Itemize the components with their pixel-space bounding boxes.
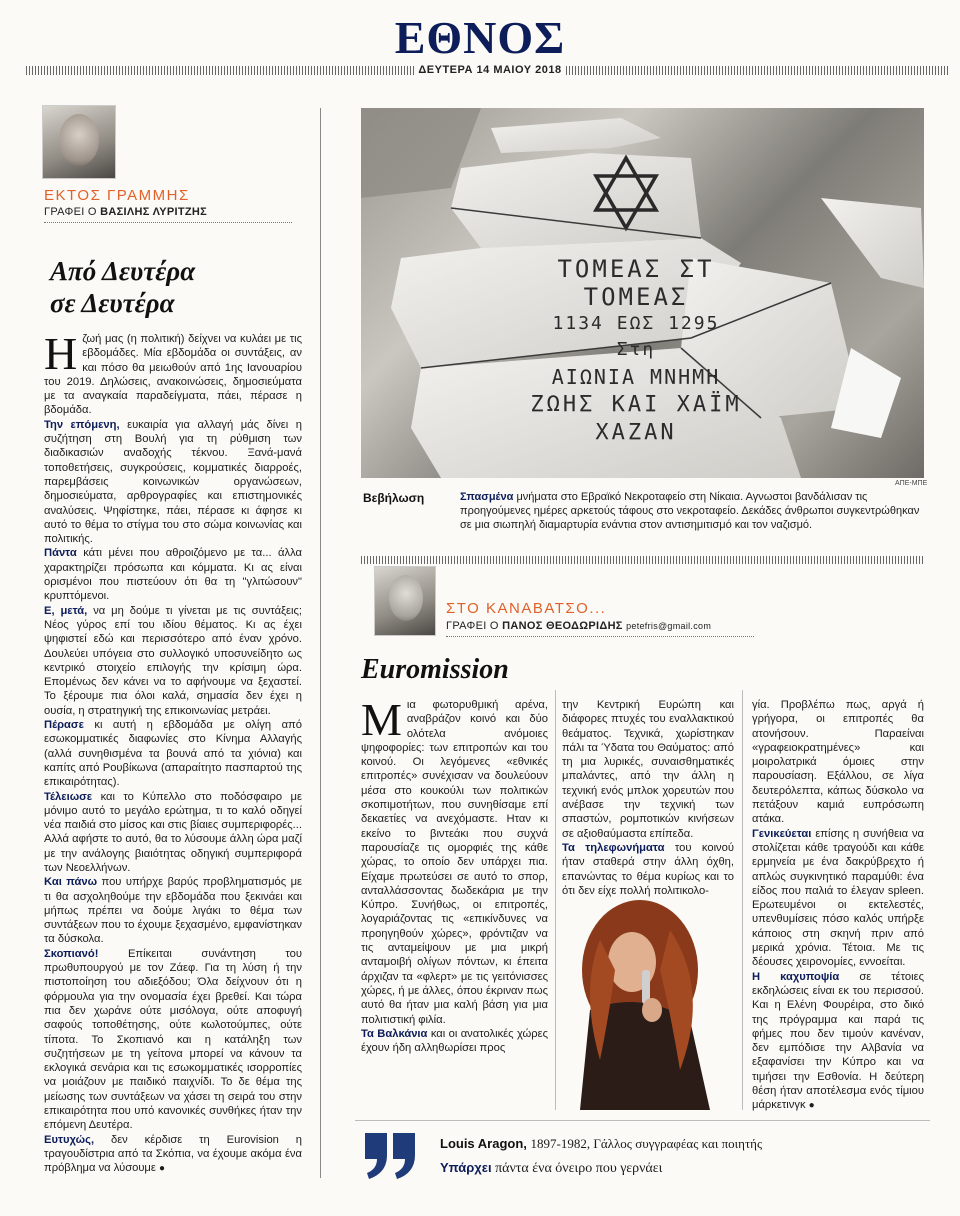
quote-rule — [355, 1120, 930, 1121]
paragraph-lead: Τα Βαλκάνια — [361, 1027, 428, 1040]
paragraph-text: δεν κέρδισε τη Eurovision η τραγουδίστρια από τα Σκόπια, να έχουμε ακόμα ένα πρόβλημα να λύσουμε — [44, 1133, 302, 1175]
quote-text: πάντα ένα όνειρο που γερνάει — [495, 1161, 663, 1176]
end-mark-icon: ● — [808, 1100, 815, 1112]
author-name-2: ΠΑΝΟΣ ΘΕΟΔΩΡΙΔΗΣ — [502, 620, 623, 632]
paragraph-lead: Και πάνω — [44, 876, 98, 889]
photo-caption — [460, 490, 922, 532]
paragraph — [44, 1133, 302, 1177]
byline-prefix-2: ΓΡΑΦΕΙ Ο — [446, 620, 499, 632]
paragraph — [44, 875, 302, 946]
paragraph — [752, 970, 924, 1114]
inscription-line-5: ΑΙΩΝΙΑ ΜΝΗΜΗ — [551, 365, 721, 389]
paragraph — [44, 947, 302, 1133]
quote-lead: Υπάρχει — [440, 1160, 492, 1175]
caption-lead: Σπασμένα — [460, 491, 514, 503]
paragraph-lead: Πέρασε — [44, 719, 84, 732]
column-divider — [320, 108, 321, 1178]
end-mark-icon: ● — [158, 1163, 166, 1175]
paragraph-text: ευκαιρία για αλλαγή μάς δίνει η συζήτηση στη Βουλή για τη ρύθμιση των διαδικασιών αναδοχής τέκνου. Ξανά-μανά τοποθετήσεις, συγκρούσεις, κομματικές διαρροές, παρεμβάσεις κοινωνικών οργανώσεων, δημοσιεύματα, αρθρογραφίες και επιστημονικές αναλύσεις. Ψηφίστηκε, πάει, πέρασε κι άφησε κι αυτό το θέμα το στίγμα του στο σώμα κοινωνίας και πολιτικής. — [44, 418, 302, 546]
headline-line2: σε Δευτέρα — [50, 288, 175, 318]
paragraph-lead: Ε, μετά, — [44, 604, 88, 617]
paragraph — [44, 418, 302, 547]
author-name: ΒΑΣΙΛΗΣ ΛΥΡΙΤΖΗΣ — [100, 206, 208, 218]
column-kicker-2: ΣΤΟ ΚΑΝΑΒΑΤΣΟ... — [446, 600, 607, 617]
paragraph — [562, 698, 734, 841]
masthead-rule-right — [566, 66, 948, 75]
headline-line1: Από Δευτέρα — [50, 256, 196, 286]
paragraph-lead: Τέλειωσε — [44, 790, 93, 803]
column-divider-2 — [555, 690, 556, 1110]
masthead-logo: ΕΘΝΟΣ — [394, 12, 566, 63]
inscription-line-3: 1134 ΕΩΣ 1295 — [552, 313, 720, 334]
article-column-1 — [361, 698, 548, 1108]
article-body — [44, 332, 302, 1182]
article-headline — [50, 255, 195, 319]
photo-credit: ΑΠΕ-ΜΠΕ — [895, 480, 928, 487]
singer-photo — [570, 900, 730, 1110]
inscription-line-7: ΧΑΖΑΝ — [595, 420, 677, 445]
author-email: petefris@gmail.com — [626, 621, 712, 631]
paragraph-text: ια φωτορυθμική αρένα, αναβράζον κοινό και δύο ολότελα ανόμοιες ψηφοφορίες: των επιτροπών και του κοινού. Οι λεγόμενες «εθνικές επιτροπές» συνέχισαν να δουλεύουν μέσα στο κουκούλι των πολιτικών σκοπιμοτήτων, που συνηθίσαμε επί δεκαετίες να ανεχόμαστε. Ηταν κι εκείνο το βιντεάκι που συχνά παρουσίαζε τις ομορφιές της κάθε χώρας, το οποίο δεν υπάρχει πια. Είχαμε πρωτεύσει σε αυτό το σπορ, ανταλλάσσοντας δωδεκάρια με την Κύπρο. Συνήθως, οι επιτροπές, λογαριάζοντας τις «επικίνδυνες να προηγηθούν χώρες», φρόντιζαν να τις ανταμείψουν με μια μικρή ανταμοιβή ολίγων πόντων, κι έπειτα άρχιζαν τα «φλερτ» με τις γειτόνισσες χώρες, ή με άλλες, όπου έκριναν πως αυτό θα ήταν μια καλή βάση για μια πολιτιστική φιλία. — [361, 699, 548, 1026]
paragraph-text: κάτι μένει που αθροιζόμενο με τα... άλλα χαρακτηρίζει πρόσωπα και κόμματα. Κι ας είναι ορισμένοι που πιστεύουν ότι θα τη "γλιτώσουν" κρυπτόμενοι. — [44, 547, 302, 603]
paragraph-text: και το Κύπελλο στο ποδόσφαιρο με μόνιμο αυτό το μεγάλο ερώτημα, τι το καλό οδηγεί νέα παιδιά στο μίσος και στις βίαιες συμπεριφορές... Αλλά αφήστε το αυτό, θα το λύσουμε άλλη ώρα μαζί με την ανάλογης βιαιότητας οδηγική συμπεριφορά των Νεοελλήνων. — [44, 790, 302, 874]
section-rule — [361, 556, 924, 564]
paragraph-lead: Η καχυποψία — [752, 970, 840, 983]
article-column-2 — [562, 698, 734, 898]
paragraph-text: που υπήρχε βαρύς προβληματισμός με τι θα ασχοληθούμε την εβδομάδα που ξεκινάει και μήπως πρέπει να δούμε λιγάκι το θέμα των συντάξεων που το έχουμε ξεχασμένο, εμφανίστηκαν τα δύσκολα. — [44, 876, 302, 946]
paragraph — [752, 827, 924, 970]
author-photo-theodoridis — [374, 566, 436, 636]
paragraph-text: σε τέτοιες εκδηλώσεις είναι εκ του περισσού. Και η Ελένη Φουρέιρα, στο δικό της πρόγραμμα και παρά τις φήμες που δεν τιμούν κανέναν, δεν εμπόδισε την Αλβανία να εξαφανίσει την Κύπρο και να τιμήσει την Εσθονία. Η δεύτερη θέση ήταν αποτέλεσμα ενός τίμιου μάρκετινγκ — [752, 970, 924, 1112]
paragraph-text: επίσης η συνήθεια να στολίζεται κάθε τραγούδι και κάθε ερμηνεία με ένα δακρύβρεχτο ή απλώς συγκινητικό παραμύθι: ένα είδος που παλιά το έλεγαν spleen. Ερωτευμένοι οι εκτελεστές, υπενθυμίσεις πόσο καλός υπήρξε κάποιος στη σκηνή πριν από μερικά χρόνια. Τέτοια. Με τις δέουσες χειρονομίες, εννοείται. — [752, 827, 924, 969]
byline-lyritzis — [44, 205, 292, 223]
paragraph-text: κι αυτή η εβδομάδα με ολίγη από εσωκομματικές διαφωνίες στο Κίνημα Αλλαγής (αλλά συνηθισμένα τα βουνά από τα χιόνια) και καπίτς από Ρουβίκωνα (απαραίτητο πασπαρτού της επικαιρότητας). — [44, 719, 302, 789]
euromission-headline: Euromission — [361, 654, 509, 685]
paragraph-text: Επίκειται συνάντηση του πρωθυπουργού με τον Ζάεφ. Για τη λύση ή την πιστοποίηση του αδιεξόδου; Όλα δείχνουν ότι η φόρμουλα για την ονομασία έχει βρεθεί. Και τώρα πια δεν χωράνε ούτε μισόλογα, ούτε αποφυγή σαφούς τοποθέτησης, ούτε κωλοτούμπες, ούτε τίποτα. Το Σκοπιανό και η κατάληξη των συζητήσεων με τη γείτονα μπορεί να κάνουν τα εκλογικά σενάρια και τις εσωκομματικές ισορροπίες να μοιάζουν με παιδικό παιχνίδι. Το δε θέμα της μείωσης των συντάξεων να χάσει τη σειρά του στην επικαιρότητα που υπό κανονικές συνθήκες ήταν την επόμενη Δευτέρα. — [44, 947, 302, 1132]
inscription-line-1: ΤΟΜΕΑΣ ΣΤ — [557, 255, 715, 283]
column-kicker: ΕΚΤΟΣ ΓΡΑΜΜΗΣ — [44, 187, 190, 204]
quote-mark-icon — [361, 1127, 419, 1183]
quote-text-line — [440, 1160, 662, 1177]
inscription-line-6: ΖΩΗΣ ΚΑΙ ΧΑΪΜ — [530, 392, 742, 417]
paragraph — [44, 790, 302, 876]
byline-theodoridis — [446, 619, 754, 637]
paragraph-lead: Ευτυχώς, — [44, 1133, 95, 1146]
paragraph — [361, 698, 548, 1027]
paragraph — [562, 841, 734, 898]
paragraph-text: να μη δούμε τι γίνεται με τις συντάξεις; Νέος γύρος επί του ιδίου θέματος. Κι ας έχει ψηφιστεί εδώ και περισσότερο από έναν χρόνο. Δουλεύει υπόγεια στο συλλογικό υποσυνείδητο ως κεντρικό στοιχείο επιλογής την κρίσιμη ώρα. Επομένως δεν κάνει να το αφήνουμε να ξεχαστεί. Το ξέρουμε πια όλοι καλά, σημασία δεν έχει η ουσία, η στρατηγική της επικοινωνίας μετράει. — [44, 604, 302, 717]
quote-attribution — [440, 1136, 762, 1152]
cemetery-photo — [361, 108, 924, 478]
caption-text: μνήματα στο Εβραϊκό Νεκροταφείο στη Νίκαια. Αγνωστοι βανδάλισαν τις προηγούμενες ημέρες αρκετούς τάφους στο νεκροταφείο. Δεκάδες άνθρωποι συγκεντρώθηκαν σε μια σιωπηλή διαμαρτυρία ενάντια στον αντισημιτισμό και τον ναζισμό. — [460, 491, 920, 531]
singer-image — [570, 900, 730, 1110]
paragraph-text: την Κεντρική Ευρώπη και διάφορες πτυχές του εναλλακτικού θεάματος. Τεχνικά, χωρίστηκαν πάλι τα Ύδατα του Θαύματος: από τη μια λυρικές, συναισθηματικές μπαλάντες, από την άλλη η τεχνική ενός μπλοκ χορευτών που ανέβασε την τεχνική των σπαστών, ρομποτικών κινήσεων σε αξιοθαύμαστα επίπεδα. — [562, 699, 734, 840]
author-photo-lyritzis — [42, 105, 116, 179]
masthead-rule-left — [26, 66, 414, 75]
dropcap-2: Μ — [361, 698, 402, 745]
paragraph-lead: Την επόμενη, — [44, 418, 120, 431]
quote-author: Louis Aragon, — [440, 1136, 527, 1151]
paragraph — [752, 698, 924, 827]
paragraph — [44, 604, 302, 718]
paragraph — [361, 1027, 548, 1056]
paragraph-text: και οι ανατολικές χώρες έχουν ήδη αλληθωρίσει προς — [361, 1027, 548, 1055]
column-divider-3 — [742, 690, 743, 1110]
article-column-3 — [752, 698, 924, 1118]
paragraph-lead: Πάντα — [44, 547, 77, 560]
paragraph-text: του κοινού ήταν σταθερά στην άλλη όχθη, επανώντας το θέμα κυρίως και το ότι δεν είχε πολλή πολιτικολο- — [562, 841, 734, 897]
paragraph-lead: Τα τηλεφωνήματα — [562, 841, 665, 854]
quote-author-info: 1897-1982, Γάλλος συγγραφέας και ποιητής — [530, 1136, 763, 1151]
paragraph — [44, 546, 302, 603]
inscription-line-2: ΤΟΜΕΑΣ — [583, 283, 689, 311]
dropcap: Η — [44, 332, 78, 379]
paragraph-lead: Γενικεύεται — [752, 827, 812, 840]
issue-date: ΔΕΥΤΕΡΑ 14 ΜΑΙΟΥ 2018 — [414, 63, 566, 78]
paragraph-lead: Σκοπιανό! — [44, 947, 99, 960]
inscription-line-4: Στη — [616, 339, 656, 360]
paragraph — [44, 332, 302, 418]
byline-prefix: ΓΡΑΦΕΙ Ο — [44, 206, 97, 218]
paragraph-text: ζωή μας (η πολιτική) δείχνει να κυλάει με τις εβδομάδες. Μία εβδομάδα οι συντάξεις, αν και πόσο θα μειωθούν από 1ης Ιανουαρίου του 2019. Δηλώσεις, ανακοινώσεις, δημοσιεύματα με τα αναγκαία παραδείγματα, πάει, πέρασε η βδομάδα. — [44, 333, 302, 417]
caption-title: Βεβήλωση — [363, 491, 425, 505]
tomb-inscription — [471, 255, 801, 447]
paragraph-text: γία. Προβλέπω πως, αργά ή γρήγορα, οι επιτροπές θα ατονήσουν. Παραείναι «γραφειοκρατημένες» και μοιρολατρικά όμοιες στην παρουσίαση. Εξάλλου, σε λίγα δευτερόλεπτα, κάπως δύσκολο να πετάξουν καμιά ευπρόσωπη ατάκα. — [752, 699, 924, 826]
paragraph — [44, 718, 302, 789]
